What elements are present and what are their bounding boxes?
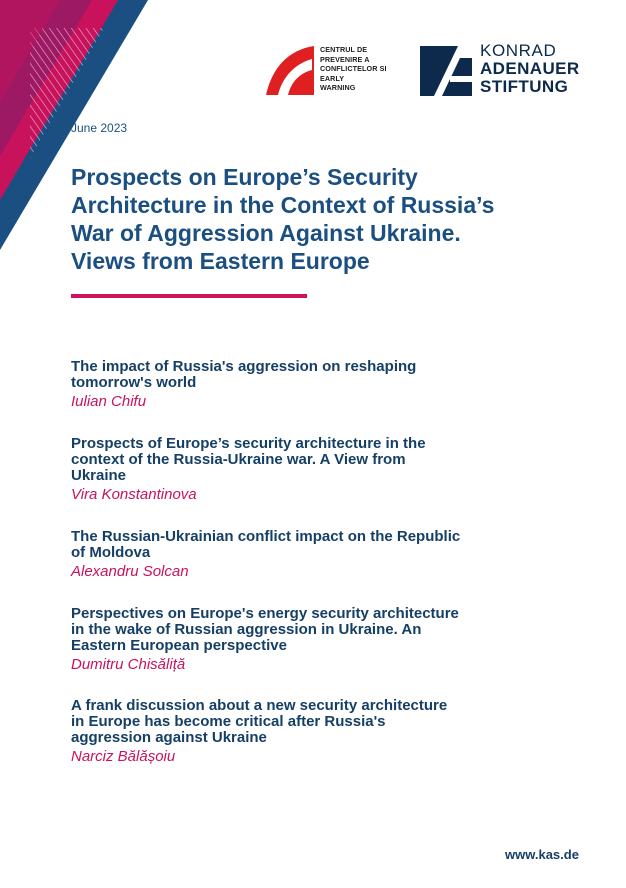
cpc-logo-line: EARLY xyxy=(320,73,345,83)
entry-title xyxy=(71,606,551,654)
cpc-logo-line: CENTRUL DE xyxy=(320,45,368,54)
entry-title-line: The Russian-Ukrainian conflict impact on the Republic xyxy=(71,528,461,545)
kas-logo-line: ADENAUER xyxy=(480,59,580,78)
entry-title-line: Eastern European perspective xyxy=(71,637,287,654)
entry-title-line: tomorrow's world xyxy=(71,374,197,391)
title-line: Prospects on Europe’s Security xyxy=(71,164,418,190)
entry-author: Narciz Bălășoiu xyxy=(71,748,176,765)
entry-author: Alexandru Solcan xyxy=(71,563,189,580)
footer-url[interactable]: www.kas.de xyxy=(505,847,579,862)
contents-entry xyxy=(71,436,551,504)
entry-author: Dumitru Chisăliță xyxy=(71,656,186,673)
entry-title-line: in Europe has become critical after Russia's xyxy=(71,713,386,730)
entry-title xyxy=(71,359,551,391)
title-underline xyxy=(71,294,307,298)
entry-title-line: Ukraine xyxy=(71,467,127,484)
contents-entry xyxy=(71,529,551,581)
entry-title xyxy=(71,529,551,561)
kas-logo-line: STIFTUNG xyxy=(480,77,569,96)
entry-author: Vira Konstantinova xyxy=(71,486,197,503)
contents-entry xyxy=(71,359,551,411)
entry-title xyxy=(71,698,551,746)
entry-author: Iulian Chifu xyxy=(71,393,147,410)
entry-title-line: A frank discussion about a new security architecture xyxy=(71,697,448,714)
entry-title-line: Perspectives on Europe's energy security architecture xyxy=(71,605,459,622)
kas-logo-line: KONRAD xyxy=(480,41,557,60)
contents-entry xyxy=(71,698,551,766)
publication-date: June 2023 xyxy=(71,121,128,135)
entry-title-line: Prospects of Europe’s security architecture in the xyxy=(71,435,426,452)
contents-entry xyxy=(71,606,551,674)
kas-logo-mark xyxy=(420,46,472,96)
cpc-logo-line: WARNING xyxy=(320,83,356,93)
cpc-ew-logo-text xyxy=(320,45,420,93)
title-line: War of Aggression Against Ukraine. xyxy=(71,220,461,246)
cpc-logo-line: PREVENIRE A xyxy=(320,54,370,64)
document-title xyxy=(71,163,541,275)
title-line: Views from Eastern Europe xyxy=(71,248,370,274)
entry-title-line: The impact of Russia's aggression on reshaping xyxy=(71,358,417,375)
entry-title-line: of Moldova xyxy=(71,544,151,561)
cpc-logo-line: CONFLICTELOR SI xyxy=(320,64,387,74)
entry-title-line: context of the Russia-Ukraine war. A View from xyxy=(71,451,406,468)
kas-logo-text xyxy=(480,42,580,96)
entry-title-line: in the wake of Russian aggression in Ukraine. An xyxy=(71,621,422,638)
title-line: Architecture in the Context of Russia’s xyxy=(71,192,495,218)
entry-title xyxy=(71,436,551,484)
entry-title-line: aggression against Ukraine xyxy=(71,729,267,746)
